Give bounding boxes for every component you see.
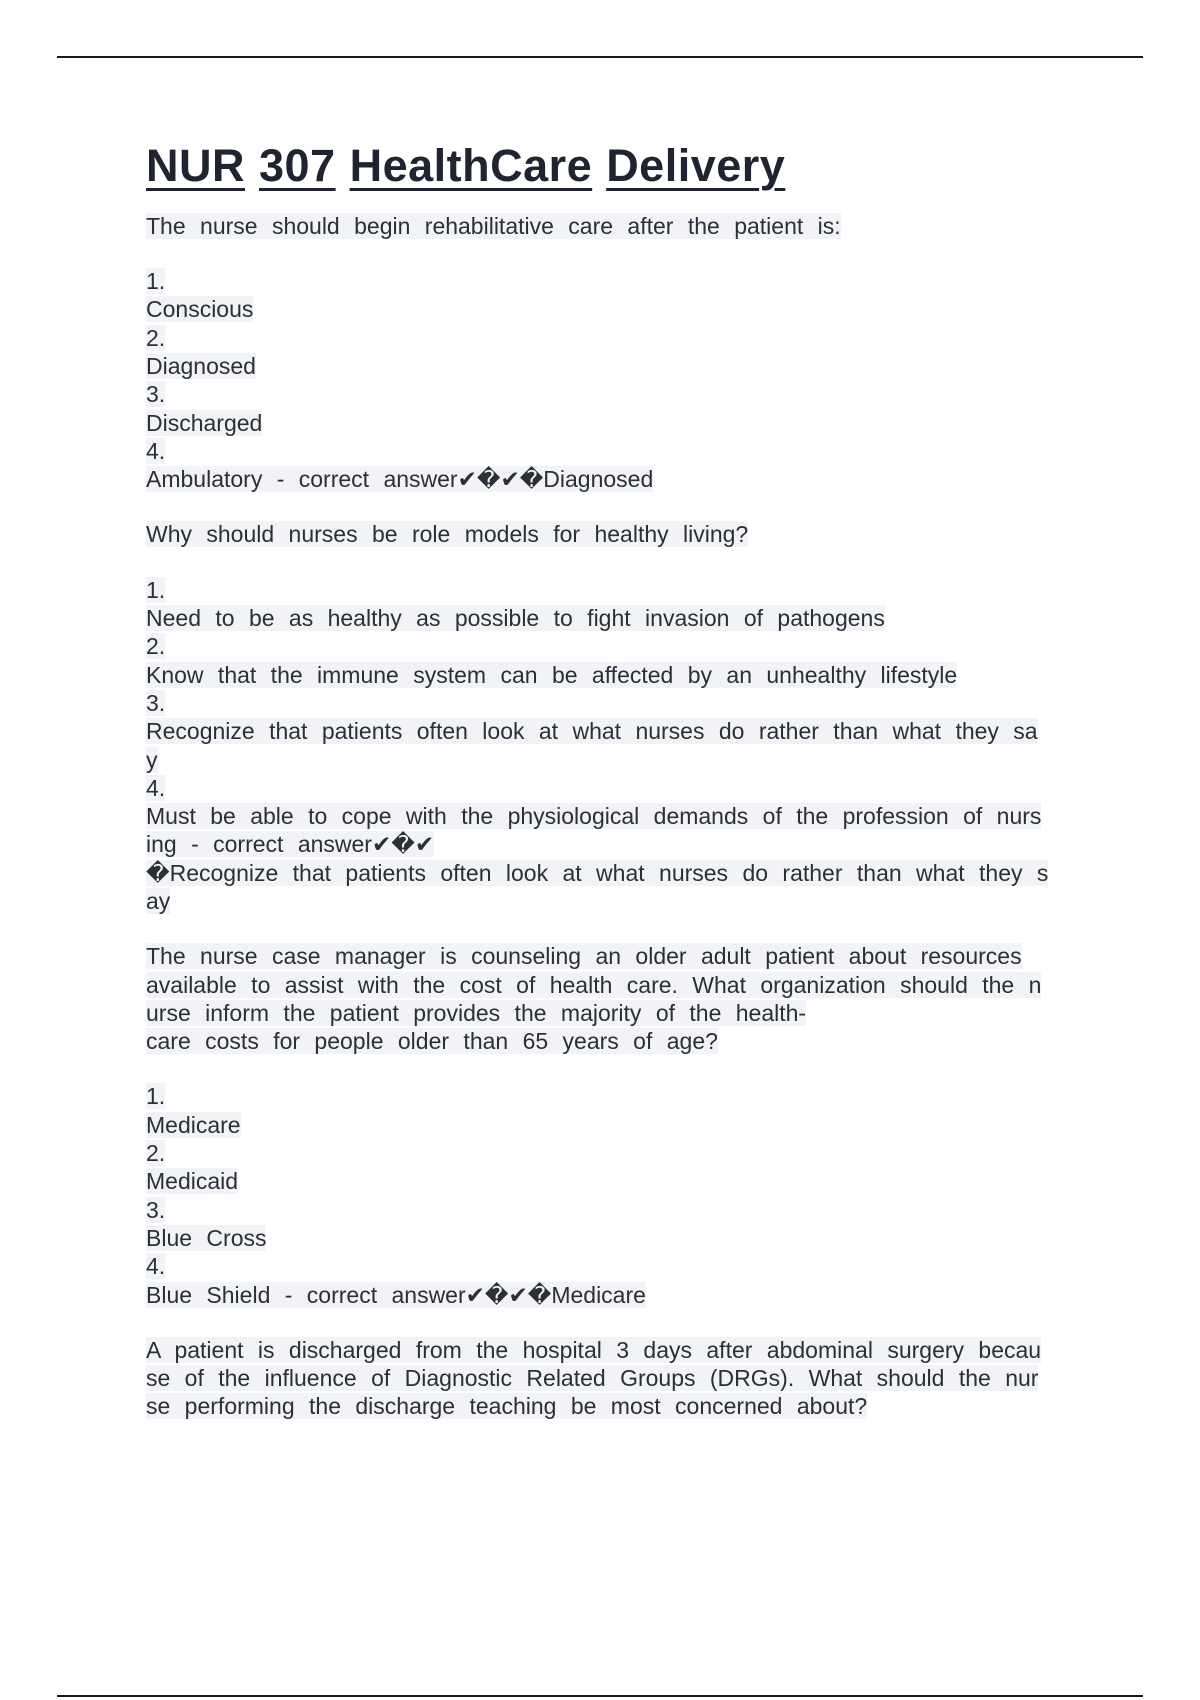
answer-line: ay [146, 887, 171, 914]
page-title [146, 140, 1086, 192]
title-word: HealthCare [349, 140, 593, 191]
question-stem-line: The nurse case manager is counseling an older adult patient about resources [146, 943, 1022, 970]
option-line: 2. [146, 1140, 166, 1167]
question-stem-line: A patient is discharged from the hospital 3 days after abdominal surgery becau [146, 1336, 1042, 1363]
answer-line: ing - correct answer✔�✔ [146, 831, 435, 858]
option-line: Need to be as healthy as possible to fight invasion of pathogens [146, 605, 885, 632]
option-line: Know that the immune system can be affected by an unhealthy lifestyle [146, 661, 958, 688]
option-line: Conscious [146, 296, 254, 323]
bottom-divider [57, 1695, 1143, 1697]
option-line: 2. [146, 633, 166, 660]
question-stem-line: care costs for people older than 65 years of age? [146, 1028, 718, 1055]
option-line: Must be able to cope with the physiological demands of the profession of nurs [146, 803, 1042, 830]
option-line: 3. [146, 689, 166, 716]
answer-line: �Recognize that patients often look at what nurses do rather than what they s [146, 859, 1049, 886]
question-stem-line: Why should nurses be role models for healthy living? [146, 521, 749, 548]
question-stem-line: se performing the discharge teaching be most concerned about? [146, 1393, 868, 1420]
option-line: 4. [146, 1253, 166, 1280]
option-line: 2. [146, 324, 166, 351]
answer-line: Ambulatory - correct answer✔�✔�Diagnosed [146, 466, 654, 493]
title-word: 307 [259, 140, 336, 191]
option-line: Diagnosed [146, 352, 256, 379]
question-stem-line: available to assist with the cost of health care. What organization should the n [146, 971, 1042, 998]
option-line: Recognize that patients often look at what nurses do rather than what they sa [146, 718, 1038, 745]
answer-line: Blue Shield - correct answer✔�✔�Medicare [146, 1281, 646, 1308]
option-line: 1. [146, 1083, 166, 1110]
question-stem-line: The nurse should begin rehabilitative care after the patient is: [146, 212, 841, 239]
option-line: 4. [146, 774, 166, 801]
option-line: 3. [146, 1196, 166, 1223]
option-line: Discharged [146, 409, 263, 436]
document-body [146, 140, 1086, 1421]
top-divider [57, 56, 1143, 58]
question-stem-line: urse inform the patient provides the majority of the health- [146, 999, 807, 1026]
option-line: Medicare [146, 1111, 241, 1138]
title-word: NUR [146, 140, 245, 191]
question-block [146, 942, 1086, 1309]
option-line: Medicaid [146, 1168, 239, 1195]
option-line: y [146, 746, 158, 773]
question-block [146, 212, 1086, 494]
option-line: 3. [146, 381, 166, 408]
option-line: Blue Cross [146, 1224, 267, 1251]
option-line: 4. [146, 437, 166, 464]
option-line: 1. [146, 576, 166, 603]
title-word: Delivery [606, 140, 786, 191]
question-block [146, 520, 1086, 915]
option-line: 1. [146, 268, 166, 295]
question-stem-line: se of the influence of Diagnostic Related Groups (DRGs). What should the nur [146, 1365, 1039, 1392]
question-block [146, 1336, 1086, 1421]
